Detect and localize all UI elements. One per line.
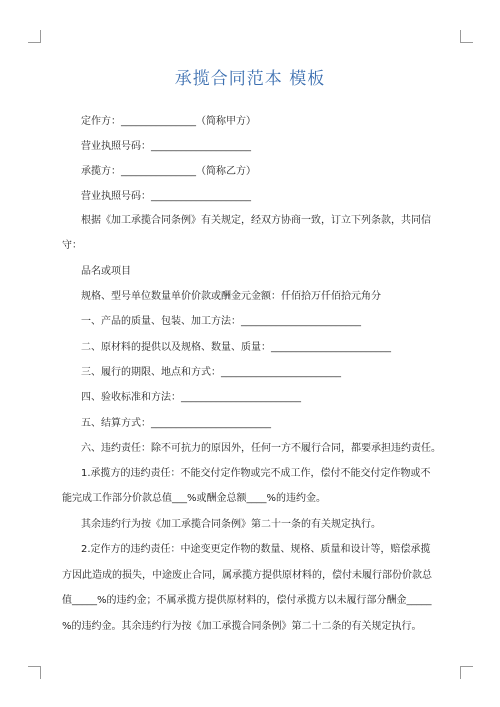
clause-5-line: 五、结算方式：________________________ <box>81 418 271 429</box>
clause-3-line: 三、履行的期限、地点和方式：________________________ <box>81 367 341 378</box>
preamble-line: 根据《加工承揽合同条例》有关规定，经双方协商一致，订立下列条款，共同信 <box>81 215 431 226</box>
party-a-license-line: 营业执照号码：____________________ <box>81 141 251 152</box>
other-breach-line: 其余违约行为按《加工承揽合同条例》第二十一条的有关规定执行。 <box>81 519 381 530</box>
crop-mark-bottom-left <box>28 666 41 679</box>
party-b-line: 承揽方：_______________（简称乙方） <box>81 166 256 177</box>
orderer-liability-line-3: 值_____%的违约金；不属承揽方提供原材料的，偿付承揽方以未履行部分酬金_____ <box>62 595 432 606</box>
orderer-liability-line-4: %的违约金。其余违约行为按《加工承揽合同条例》第二十二条的有关规定执行。 <box>62 621 422 632</box>
crop-mark-top-right <box>460 30 473 43</box>
crop-mark-bottom-right <box>460 666 473 679</box>
clause-6-line: 六、违约责任：除不可抗力的原因外，任何一方不履行合同，都要承担违约责任。 <box>81 443 441 454</box>
party-b-license-line: 营业执照号码：____________________ <box>81 191 251 202</box>
crop-mark-top-left <box>28 30 41 43</box>
item-name-line: 品名或项目 <box>81 266 131 277</box>
clause-4-line: 四、验收标准和方法：________________________ <box>81 392 301 403</box>
orderer-liability-line-2: 方因此造成的损失，中途废止合同，属承揽方提供原材料的，偿付未履行部份价款总 <box>62 570 432 581</box>
party-a-line: 定作方：_______________（简称甲方） <box>81 116 256 127</box>
orderer-liability-line: 2.定作方的违约责任：中途变更定作物的数量、规格、质量和设计等，赔偿承揽 <box>81 544 431 555</box>
preamble-line-end: 守： <box>62 240 82 251</box>
spec-line: 规格、型号单位数量单价价款或酬金元金额：仟佰拾万仟佰拾元角分 <box>81 291 381 302</box>
contractor-liability-line-2: 能完成工作部分价款总值___%或酬金总额____%的违约金。 <box>62 493 327 504</box>
document-title: 承揽合同范本 模板 <box>174 69 326 89</box>
clause-1-line: 一、产品的质量、包装、加工方法：________________________ <box>81 316 361 327</box>
contractor-liability-line: 1.承揽方的违约责任：不能交付定作物或完不成工作，偿付不能交付定作物或不 <box>81 468 431 479</box>
clause-2-line: 二、原材料的提供以及规格、数量、质量：________________________ <box>81 342 391 353</box>
